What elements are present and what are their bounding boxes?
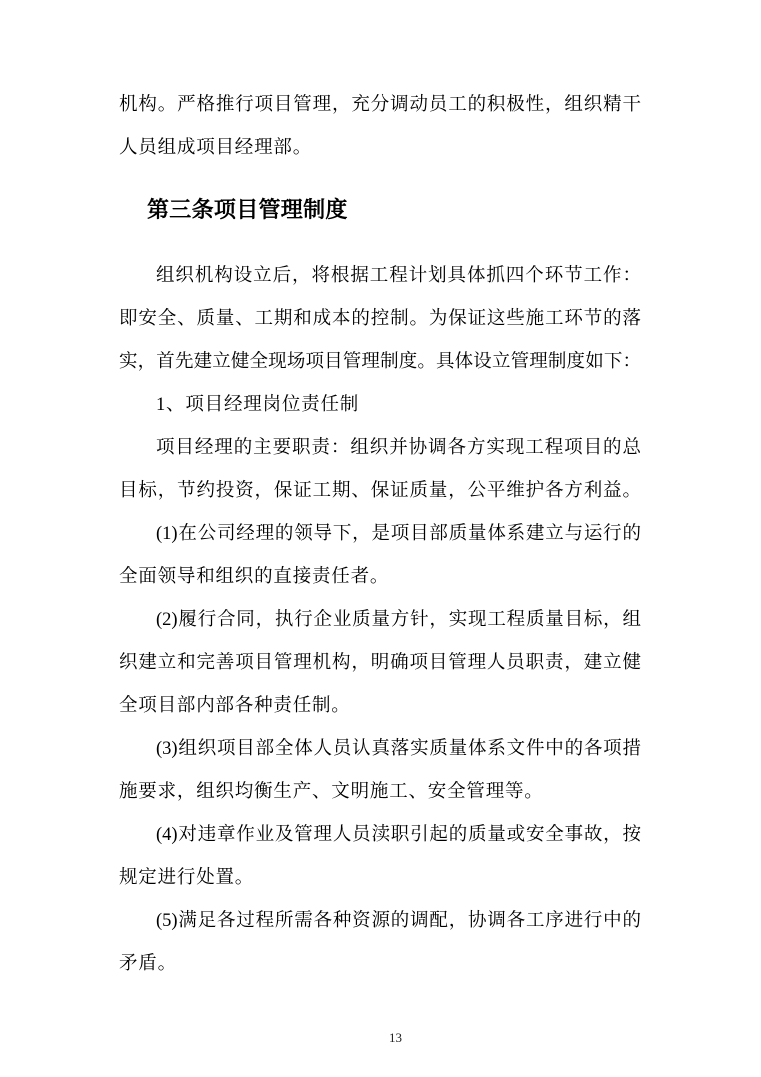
text-line: (3)组织项目部全体人员认真落实质量体系文件中的各项措 [156, 739, 641, 759]
text-line: (1)在公司经理的领导下，是项目部质量体系建立与运行的 [156, 524, 641, 544]
text-line: 实，首先建立健全现场项目管理制度。具体设立管理制度如下： [119, 352, 641, 372]
list-item-heading: 1、项目经理岗位责任制 [156, 395, 360, 415]
text-line: 项目经理的主要职责：组织并协调各方实现工程项目的总 [156, 438, 641, 458]
text-line: 织建立和完善项目管理机构，明确项目管理人员职责，建立健 [119, 653, 641, 673]
text-line: 矛盾。 [119, 954, 177, 974]
section-heading: 第三条项目管理制度 [147, 197, 348, 222]
text-line: 机构。严格推行项目管理，充分调动员工的积极性，组织精干 [119, 95, 641, 115]
text-line: 全项目部内部各种责任制。 [119, 696, 351, 716]
text-line: (4)对违章作业及管理人员渎职引起的质量或安全事故，按 [156, 825, 641, 845]
document-body [119, 84, 641, 986]
text-line: (5)满足各过程所需各种资源的调配，协调各工序进行中的 [156, 911, 641, 931]
text-line: (2)履行合同，执行企业质量方针，实现工程质量目标，组 [156, 610, 641, 630]
text-line: 人员组成项目经理部。 [119, 138, 313, 158]
page-number: 13 [389, 1030, 402, 1045]
text-line: 规定进行处置。 [119, 868, 255, 888]
text-line: 全面领导和组织的直接责任者。 [119, 567, 390, 587]
text-line: 施要求，组织均衡生产、文明施工、安全管理等。 [119, 782, 544, 802]
text-line: 组织机构设立后，将根据工程计划具体抓四个环节工作： [156, 266, 641, 286]
text-line: 即安全、质量、工期和成本的控制。为保证这些施工环节的落 [119, 309, 641, 329]
text-line: 目标，节约投资，保证工期、保证质量，公平维护各方利益。 [119, 481, 641, 501]
